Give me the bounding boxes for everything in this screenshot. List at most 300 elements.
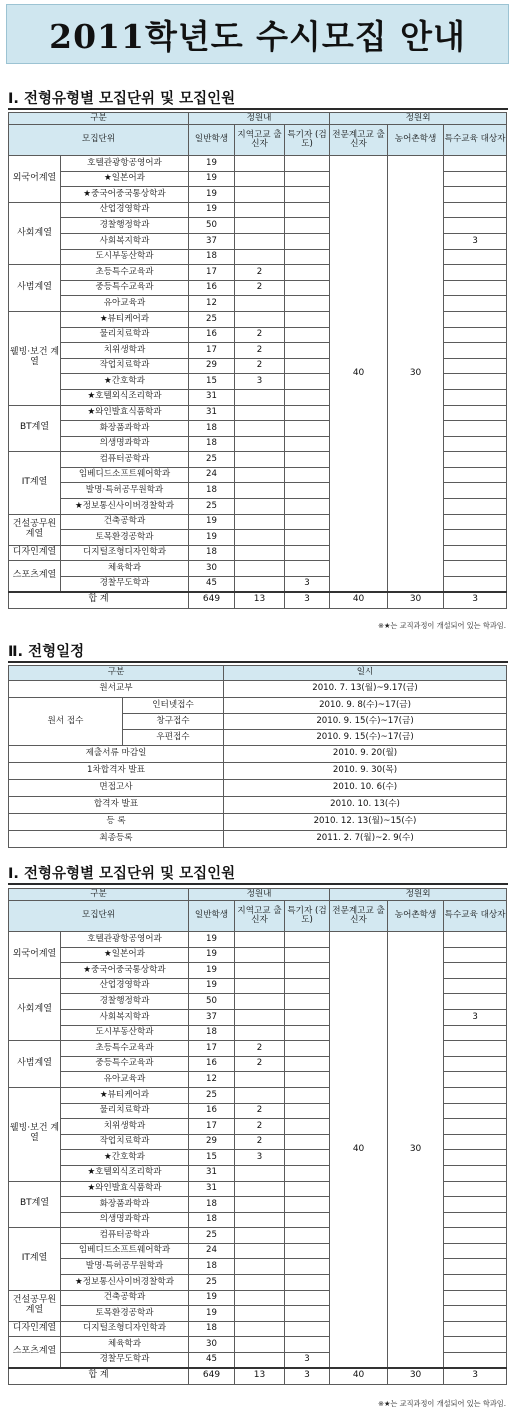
group-label: 사회계열: [9, 202, 61, 264]
talent-count: [285, 296, 330, 312]
general-count: 29: [189, 1134, 235, 1150]
general-count: 16: [189, 1103, 235, 1119]
regional-count: [235, 1259, 285, 1275]
schedule-label: 최종등록: [9, 831, 224, 848]
talent-count: 3: [285, 577, 330, 593]
talent-count: [285, 1072, 330, 1088]
special-ed-count: [444, 327, 507, 343]
special-ed-count: [444, 405, 507, 421]
schedule-date: 2010. 12. 13(월)~15(수): [224, 814, 507, 831]
dept-name: 물리치료학과: [61, 327, 189, 343]
dept-name: 사회복지학과: [61, 233, 189, 249]
talent-count: [285, 483, 330, 499]
group-label: 사범계열: [9, 1041, 61, 1088]
dept-name: ★뷰티케어과: [61, 1087, 189, 1103]
section-3-note: ※★는 교직과정이 개설되어 있는 학과임.: [377, 1399, 506, 1408]
special-ed-count: [444, 421, 507, 437]
talent-count: [285, 389, 330, 405]
talent-count: [285, 1025, 330, 1041]
talent-count: [285, 1243, 330, 1259]
regional-count: 2: [235, 358, 285, 374]
group-label: 외국어계열: [9, 156, 61, 203]
general-count: 45: [189, 577, 235, 593]
header-gubun: 구분: [9, 889, 189, 901]
total-regional: 13: [235, 1368, 285, 1384]
schedule-date: 2011. 2. 7(월)~2. 9(수): [224, 831, 507, 848]
schedule-date: 2010. 9. 8(수)~17(금): [224, 698, 507, 714]
general-count: 17: [189, 343, 235, 359]
schedule-label: 합격자 발표: [9, 797, 224, 814]
schedule-label: 원서교부: [9, 681, 224, 698]
general-count: 19: [189, 947, 235, 963]
regional-count: [235, 249, 285, 265]
general-count: 31: [189, 1165, 235, 1181]
group-label: 스포츠계열: [9, 561, 61, 592]
talent-count: [285, 530, 330, 546]
header-special-ed: 특수교육 대상자: [444, 901, 507, 932]
special-ed-count: [444, 374, 507, 390]
talent-count: [285, 343, 330, 359]
general-count: 18: [189, 545, 235, 561]
group-label: 건설공무원 계열: [9, 514, 61, 545]
regional-count: 2: [235, 1041, 285, 1057]
talent-count: [285, 1134, 330, 1150]
group-label: 사범계열: [9, 265, 61, 312]
general-count: 18: [189, 1259, 235, 1275]
header-unit: 모집단위: [9, 125, 189, 156]
general-count: 18: [189, 249, 235, 265]
dept-name: 건축공학과: [61, 1290, 189, 1306]
special-ed-count: [444, 467, 507, 483]
schedule-sublabel: 인터넷접수: [123, 698, 224, 714]
special-ed-count: 3: [444, 1009, 507, 1025]
schedule-label: 1차합격자 발표: [9, 763, 224, 780]
dept-name: 디지털조형디자인학과: [61, 1321, 189, 1337]
regional-count: 2: [235, 1056, 285, 1072]
schedule-row: [9, 746, 507, 763]
general-count: 15: [189, 1150, 235, 1166]
regional-count: [235, 978, 285, 994]
table-row: [9, 156, 507, 172]
group-label: 사회계열: [9, 978, 61, 1040]
general-count: 19: [189, 202, 235, 218]
vocational-count: 40: [330, 156, 388, 593]
special-ed-count: [444, 1056, 507, 1072]
regional-count: [235, 1321, 285, 1337]
dept-name: ★일본어과: [61, 947, 189, 963]
schedule-label: 원서 접수: [9, 698, 123, 746]
total-special-ed: 3: [444, 592, 507, 608]
dept-name: ★호텔외식조리학과: [61, 389, 189, 405]
dept-name: ★일본어과: [61, 171, 189, 187]
regional-count: 3: [235, 1150, 285, 1166]
dept-name: 토목환경공학과: [61, 530, 189, 546]
general-count: 15: [189, 374, 235, 390]
talent-count: [285, 249, 330, 265]
general-count: 31: [189, 405, 235, 421]
dept-name: 임베디드소프트웨어학과: [61, 1243, 189, 1259]
schedule-header-date: 일시: [224, 666, 507, 681]
general-count: 19: [189, 514, 235, 530]
special-ed-count: [444, 202, 507, 218]
talent-count: [285, 561, 330, 577]
regional-count: [235, 1165, 285, 1181]
dept-name: 초등특수교육과: [61, 1041, 189, 1057]
general-count: 37: [189, 233, 235, 249]
special-ed-count: [444, 311, 507, 327]
dept-name: ★와인발효식품학과: [61, 405, 189, 421]
talent-count: [285, 1087, 330, 1103]
special-ed-count: [444, 171, 507, 187]
special-ed-count: [444, 1212, 507, 1228]
regional-count: 2: [235, 1119, 285, 1135]
regional-count: 2: [235, 265, 285, 281]
special-ed-count: [444, 1259, 507, 1275]
dept-name: 화장품과학과: [61, 1197, 189, 1213]
regional-count: [235, 1025, 285, 1041]
dept-name: 발명·특허공무원학과: [61, 1259, 189, 1275]
dept-name: 작업치료학과: [61, 358, 189, 374]
total-vocational: 40: [330, 1368, 388, 1384]
dept-name: 건축공학과: [61, 514, 189, 530]
header-general: 일반학생: [189, 125, 235, 156]
header-unit: 모집단위: [9, 901, 189, 932]
schedule-row: [9, 831, 507, 848]
general-count: 25: [189, 1275, 235, 1291]
header-talent: 특기자 (검도): [285, 125, 330, 156]
header-vocational: 전문계고교 출신자: [330, 125, 388, 156]
header-out-quota: 정원외: [330, 113, 507, 125]
general-count: 25: [189, 311, 235, 327]
total-rural: 30: [388, 1368, 444, 1384]
general-count: 50: [189, 994, 235, 1010]
schedule-date: 2010. 9. 15(수)~17(금): [224, 714, 507, 730]
general-count: 18: [189, 1321, 235, 1337]
group-label: BT계열: [9, 1181, 61, 1228]
special-ed-count: [444, 994, 507, 1010]
section-1-rule: [8, 108, 508, 110]
regional-count: [235, 1009, 285, 1025]
general-count: 16: [189, 1056, 235, 1072]
talent-count: [285, 202, 330, 218]
talent-count: [285, 358, 330, 374]
total-talent: 3: [285, 1368, 330, 1384]
regional-count: [235, 233, 285, 249]
special-ed-count: [444, 280, 507, 296]
talent-count: [285, 1212, 330, 1228]
dept-name: 치위생학과: [61, 1119, 189, 1135]
general-count: 30: [189, 1337, 235, 1353]
special-ed-count: [444, 1306, 507, 1322]
group-label: BT계열: [9, 405, 61, 452]
regional-count: 3: [235, 374, 285, 390]
talent-count: [285, 1228, 330, 1244]
general-count: 19: [189, 156, 235, 172]
talent-count: [285, 1259, 330, 1275]
rural-count: 30: [388, 156, 444, 593]
dept-name: ★정보통신사이버경찰학과: [61, 499, 189, 515]
special-ed-count: [444, 249, 507, 265]
section-2-title: Ⅱ. 전형일정: [8, 644, 85, 660]
general-count: 18: [189, 1212, 235, 1228]
talent-count: [285, 280, 330, 296]
schedule-row: [9, 780, 507, 797]
regional-count: [235, 994, 285, 1010]
special-ed-count: [444, 1103, 507, 1119]
header-general: 일반학생: [189, 901, 235, 932]
dept-name: 경찰행정학과: [61, 994, 189, 1010]
group-label: 디자인계열: [9, 1321, 61, 1337]
regional-count: [235, 1337, 285, 1353]
general-count: 16: [189, 327, 235, 343]
talent-count: [285, 1275, 330, 1291]
schedule-row: [9, 681, 507, 698]
talent-count: [285, 1306, 330, 1322]
regional-count: [235, 171, 285, 187]
special-ed-count: [444, 343, 507, 359]
special-ed-count: [444, 1119, 507, 1135]
general-count: 25: [189, 1228, 235, 1244]
regional-count: [235, 561, 285, 577]
talent-count: [285, 327, 330, 343]
dept-name: ★와인발효식품학과: [61, 1181, 189, 1197]
general-count: 16: [189, 280, 235, 296]
special-ed-count: [444, 963, 507, 979]
special-ed-count: [444, 389, 507, 405]
talent-count: [285, 1181, 330, 1197]
schedule-date: 2010. 9. 15(수)~17(금): [224, 730, 507, 746]
talent-count: [285, 1041, 330, 1057]
total-rural: 30: [388, 592, 444, 608]
regional-count: [235, 932, 285, 948]
talent-count: [285, 1103, 330, 1119]
talent-count: [285, 452, 330, 468]
group-label: IT계열: [9, 1228, 61, 1290]
talent-count: [285, 1150, 330, 1166]
special-ed-count: [444, 296, 507, 312]
general-count: 19: [189, 963, 235, 979]
total-label: 합 계: [9, 592, 189, 608]
dept-name: 경찰무도학과: [61, 577, 189, 593]
general-count: 19: [189, 171, 235, 187]
special-ed-count: [444, 265, 507, 281]
general-count: 17: [189, 1041, 235, 1057]
regional-count: [235, 218, 285, 234]
regional-count: 2: [235, 343, 285, 359]
table-header-row: [9, 901, 507, 932]
talent-count: [285, 467, 330, 483]
group-label: 외국어계열: [9, 932, 61, 979]
talent-count: [285, 1165, 330, 1181]
regional-count: 2: [235, 327, 285, 343]
general-count: 29: [189, 358, 235, 374]
talent-count: [285, 963, 330, 979]
special-ed-count: [444, 358, 507, 374]
special-ed-count: [444, 1150, 507, 1166]
regional-count: [235, 452, 285, 468]
schedule-header-row: [9, 666, 507, 681]
general-count: 18: [189, 1197, 235, 1213]
dept-name: ★간호학과: [61, 1150, 189, 1166]
general-count: 25: [189, 452, 235, 468]
special-ed-count: [444, 1087, 507, 1103]
talent-count: [285, 233, 330, 249]
regional-count: 2: [235, 1134, 285, 1150]
talent-count: 3: [285, 1353, 330, 1369]
dept-name: 디지털조형디자인학과: [61, 545, 189, 561]
talent-count: [285, 265, 330, 281]
dept-name: 컴퓨터공학과: [61, 1228, 189, 1244]
regional-count: [235, 296, 285, 312]
dept-name: ★호텔외식조리학과: [61, 1165, 189, 1181]
regional-count: [235, 311, 285, 327]
special-ed-count: [444, 1243, 507, 1259]
section-3-title: Ⅰ. 전형유형별 모집단위 및 모집인원: [8, 866, 236, 882]
dept-name: 물리치료학과: [61, 1103, 189, 1119]
dept-name: 컴퓨터공학과: [61, 452, 189, 468]
talent-count: [285, 1321, 330, 1337]
regional-count: [235, 389, 285, 405]
talent-count: [285, 171, 330, 187]
regional-count: [235, 1243, 285, 1259]
regional-count: [235, 202, 285, 218]
group-label: 건설공무원 계열: [9, 1290, 61, 1321]
general-count: 50: [189, 218, 235, 234]
schedule-label: 등 록: [9, 814, 224, 831]
special-ed-count: [444, 483, 507, 499]
talent-count: [285, 932, 330, 948]
header-in-quota: 정원내: [189, 889, 330, 901]
special-ed-count: [444, 1321, 507, 1337]
talent-count: [285, 1009, 330, 1025]
header-rural: 농어촌학생: [388, 125, 444, 156]
dept-name: 산업경영학과: [61, 978, 189, 994]
special-ed-count: [444, 932, 507, 948]
schedule-sublabel: 창구접수: [123, 714, 224, 730]
dept-name: ★중국어중국통상학과: [61, 187, 189, 203]
regional-count: 2: [235, 280, 285, 296]
dept-name: 유아교육과: [61, 1072, 189, 1088]
regional-count: [235, 530, 285, 546]
special-ed-count: [444, 436, 507, 452]
general-count: 31: [189, 389, 235, 405]
dept-name: 도시부동산학과: [61, 249, 189, 265]
special-ed-count: [444, 218, 507, 234]
schedule-row: [9, 698, 507, 714]
dept-name: 중등특수교육과: [61, 280, 189, 296]
talent-count: [285, 1337, 330, 1353]
general-count: 18: [189, 1025, 235, 1041]
regional-count: [235, 1181, 285, 1197]
special-ed-count: [444, 1165, 507, 1181]
dept-name: 중등특수교육과: [61, 1056, 189, 1072]
schedule-label: 면접고사: [9, 780, 224, 797]
special-ed-count: 3: [444, 233, 507, 249]
total-general: 649: [189, 1368, 235, 1384]
general-count: 18: [189, 483, 235, 499]
special-ed-count: [444, 514, 507, 530]
regional-count: [235, 499, 285, 515]
talent-count: [285, 978, 330, 994]
vocational-count: 40: [330, 932, 388, 1369]
dept-name: ★뷰티케어과: [61, 311, 189, 327]
talent-count: [285, 311, 330, 327]
regional-count: [235, 1290, 285, 1306]
header-rural: 농어촌학생: [388, 901, 444, 932]
special-ed-count: [444, 1134, 507, 1150]
special-ed-count: [444, 1025, 507, 1041]
header-in-quota: 정원내: [189, 113, 330, 125]
general-count: 19: [189, 978, 235, 994]
special-ed-count: [444, 1072, 507, 1088]
special-ed-count: [444, 452, 507, 468]
special-ed-count: [444, 530, 507, 546]
dept-name: 사회복지학과: [61, 1009, 189, 1025]
header-regional: 지역고교 출신자: [235, 125, 285, 156]
talent-count: [285, 218, 330, 234]
general-count: 37: [189, 1009, 235, 1025]
general-count: 31: [189, 1181, 235, 1197]
special-ed-count: [444, 577, 507, 593]
special-ed-count: [444, 947, 507, 963]
special-ed-count: [444, 1197, 507, 1213]
header-regional: 지역고교 출신자: [235, 901, 285, 932]
schedule-date: 2010. 9. 30(목): [224, 763, 507, 780]
regional-count: [235, 577, 285, 593]
general-count: 19: [189, 1290, 235, 1306]
schedule-date: 2010. 10. 13(수): [224, 797, 507, 814]
general-count: 25: [189, 1087, 235, 1103]
regional-count: [235, 545, 285, 561]
general-count: 12: [189, 1072, 235, 1088]
dept-name: 호텔관광항공영어과: [61, 156, 189, 172]
dept-name: 발명·특허공무원학과: [61, 483, 189, 499]
regional-count: [235, 963, 285, 979]
dept-name: 토목환경공학과: [61, 1306, 189, 1322]
regional-count: [235, 405, 285, 421]
general-count: 18: [189, 436, 235, 452]
dept-name: ★정보통신사이버경찰학과: [61, 1275, 189, 1291]
talent-count: [285, 374, 330, 390]
dept-name: 체육학과: [61, 1337, 189, 1353]
dept-name: 산업경영학과: [61, 202, 189, 218]
talent-count: [285, 1290, 330, 1306]
regional-count: [235, 1228, 285, 1244]
regional-count: [235, 1197, 285, 1213]
dept-name: 유아교육과: [61, 296, 189, 312]
general-count: 25: [189, 499, 235, 515]
schedule-date: 2010. 7. 13(월)~9.17(금): [224, 681, 507, 698]
dept-name: 도시부동산학과: [61, 1025, 189, 1041]
general-count: 17: [189, 265, 235, 281]
group-label: IT계열: [9, 452, 61, 514]
special-ed-count: [444, 1228, 507, 1244]
total-talent: 3: [285, 592, 330, 608]
general-count: 30: [189, 561, 235, 577]
general-count: 19: [189, 187, 235, 203]
page-title-banner: [6, 4, 509, 64]
total-row: [9, 592, 507, 608]
general-count: 18: [189, 421, 235, 437]
talent-count: [285, 1119, 330, 1135]
talent-count: [285, 405, 330, 421]
group-label: 웰빙·보건 계열: [9, 311, 61, 405]
schedule-row: [9, 763, 507, 780]
section-2-rule: [8, 661, 508, 663]
header-gubun: 구분: [9, 113, 189, 125]
schedule-row: [9, 797, 507, 814]
header-vocational: 전문계고교 출신자: [330, 901, 388, 932]
